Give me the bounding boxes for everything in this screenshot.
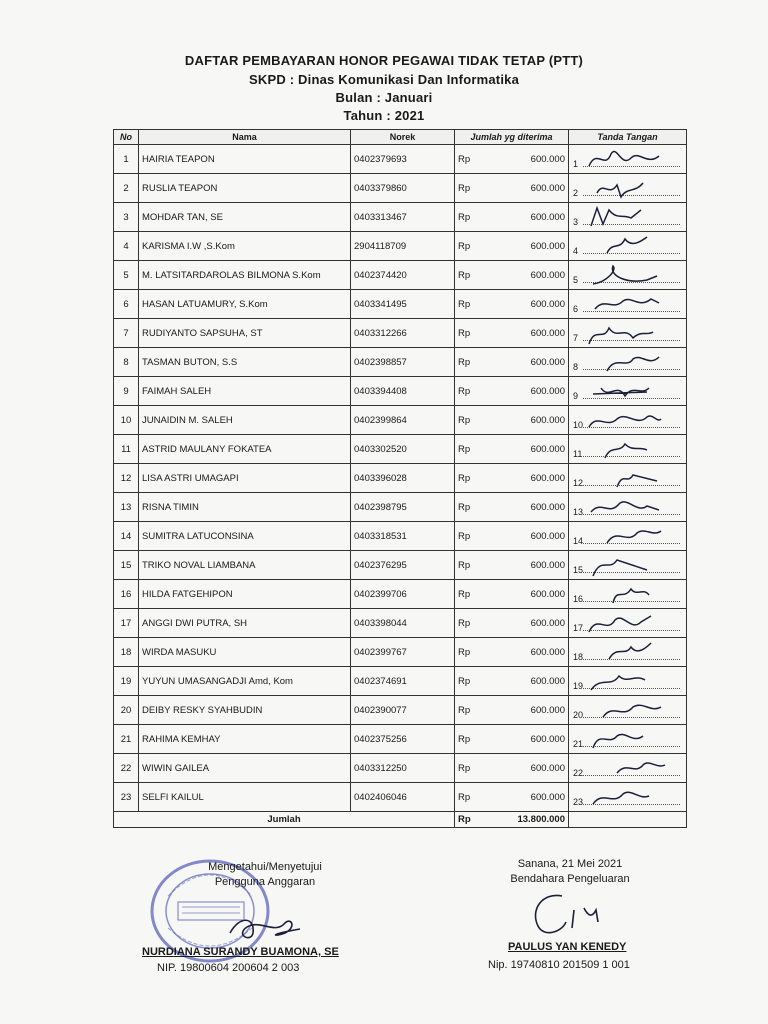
document-title: DAFTAR PEMBAYARAN HONOR PEGAWAI TIDAK TETAP (PTT) <box>184 53 584 68</box>
table-header-row <box>114 130 687 145</box>
row-currency: Rp <box>455 290 483 319</box>
row-name: HASAN LATUAMURY, S.Kom <box>139 290 351 319</box>
row-no: 13 <box>114 493 139 522</box>
row-no: 14 <box>114 522 139 551</box>
row-signature <box>569 638 687 667</box>
row-norek: 0403379860 <box>351 174 455 203</box>
row-amount: 600.000 <box>483 290 569 319</box>
treasurer-block <box>490 857 650 887</box>
row-no: 12 <box>114 464 139 493</box>
row-signature <box>569 464 687 493</box>
col-header-name: Nama <box>139 130 351 145</box>
signature-number: 16 <box>573 594 584 604</box>
signature-number: 17 <box>573 623 584 633</box>
row-signature <box>569 609 687 638</box>
row-name: SUMITRA LATUCONSINA <box>139 522 351 551</box>
row-currency: Rp <box>455 551 483 580</box>
row-amount: 600.000 <box>483 667 569 696</box>
row-norek: 0403341495 <box>351 290 455 319</box>
row-name: MOHDAR TAN, SE <box>139 203 351 232</box>
row-amount: 600.000 <box>483 638 569 667</box>
signature-number: 4 <box>573 246 579 256</box>
handwritten-signature <box>587 610 667 636</box>
row-name: HILDA FATGEHIPON <box>139 580 351 609</box>
row-amount: 600.000 <box>483 145 569 174</box>
row-amount: 600.000 <box>483 609 569 638</box>
total-currency: Rp <box>455 812 483 828</box>
row-signature <box>569 696 687 725</box>
row-amount: 600.000 <box>483 261 569 290</box>
handwritten-signature <box>587 581 667 607</box>
row-name: WIRDA MASUKU <box>139 638 351 667</box>
total-amount: 13.800.000 <box>483 812 569 828</box>
total-label: Jumlah <box>114 812 455 828</box>
table-row <box>114 493 687 522</box>
row-name: TRIKO NOVAL LIAMBANA <box>139 551 351 580</box>
row-amount: 600.000 <box>483 435 569 464</box>
table-row <box>114 464 687 493</box>
handwritten-signature <box>587 233 667 259</box>
row-amount: 600.000 <box>483 696 569 725</box>
handwritten-signature <box>587 784 667 810</box>
row-no: 19 <box>114 667 139 696</box>
row-name: ASTRID MAULANY FOKATEA <box>139 435 351 464</box>
handwritten-signature <box>587 262 667 288</box>
row-name: RUDIYANTO SAPSUHA, ST <box>139 319 351 348</box>
row-norek: 0403313467 <box>351 203 455 232</box>
row-name: TASMAN BUTON, S.S <box>139 348 351 377</box>
row-name: FAIMAH SALEH <box>139 377 351 406</box>
row-norek: 0402390077 <box>351 696 455 725</box>
row-name: YUYUN UMASANGADJI Amd, Kom <box>139 667 351 696</box>
row-no: 11 <box>114 435 139 464</box>
row-no: 21 <box>114 725 139 754</box>
approver-name: NURDIANA SURANDY BUAMONA, SE <box>142 946 339 958</box>
row-signature <box>569 667 687 696</box>
row-name: ANGGI DWI PUTRA, SH <box>139 609 351 638</box>
handwritten-signature <box>587 349 667 375</box>
row-name: HAIRIA TEAPON <box>139 145 351 174</box>
row-no: 22 <box>114 754 139 783</box>
handwritten-signature <box>587 668 667 694</box>
signature-number: 3 <box>573 217 579 227</box>
row-signature <box>569 406 687 435</box>
table-row <box>114 203 687 232</box>
signature-number: 6 <box>573 304 579 314</box>
handwritten-signature <box>587 146 667 172</box>
row-currency: Rp <box>455 261 483 290</box>
row-no: 23 <box>114 783 139 812</box>
row-amount: 600.000 <box>483 232 569 261</box>
handwritten-signature <box>587 204 667 230</box>
row-norek: 0402406046 <box>351 783 455 812</box>
row-no: 10 <box>114 406 139 435</box>
row-currency: Rp <box>455 783 483 812</box>
row-no: 3 <box>114 203 139 232</box>
row-amount: 600.000 <box>483 725 569 754</box>
row-signature <box>569 551 687 580</box>
table-row <box>114 754 687 783</box>
row-signature <box>569 232 687 261</box>
row-norek: 0403396028 <box>351 464 455 493</box>
row-no: 4 <box>114 232 139 261</box>
handwritten-signature <box>587 755 667 781</box>
handwritten-signature <box>587 523 667 549</box>
row-currency: Rp <box>455 522 483 551</box>
signature-number: 11 <box>573 449 583 459</box>
approval-line2: Pengguna Anggaran <box>214 876 316 888</box>
table-row <box>114 609 687 638</box>
row-norek: 0402375256 <box>351 725 455 754</box>
handwritten-signature <box>587 175 667 201</box>
handwritten-signature <box>587 320 667 346</box>
table-row <box>114 348 687 377</box>
row-name: RISNA TIMIN <box>139 493 351 522</box>
treasurer-name: PAULUS YAN KENEDY <box>508 941 627 953</box>
table-row <box>114 261 687 290</box>
row-norek: 0403318531 <box>351 522 455 551</box>
row-currency: Rp <box>455 203 483 232</box>
row-amount: 600.000 <box>483 493 569 522</box>
row-currency: Rp <box>455 638 483 667</box>
table-row <box>114 696 687 725</box>
row-signature <box>569 319 687 348</box>
col-header-signature: Tanda Tangan <box>569 130 687 145</box>
row-norek: 0402374691 <box>351 667 455 696</box>
table-body <box>114 145 687 812</box>
payment-table <box>113 129 687 828</box>
year-line: Tahun : 2021 <box>343 108 425 123</box>
row-norek: 0403398044 <box>351 609 455 638</box>
row-signature <box>569 348 687 377</box>
row-no: 7 <box>114 319 139 348</box>
row-signature <box>569 580 687 609</box>
handwritten-signature <box>587 697 667 723</box>
signature-number: 12 <box>573 478 584 488</box>
row-norek: 0402398795 <box>351 493 455 522</box>
signature-number: 23 <box>573 797 584 807</box>
row-currency: Rp <box>455 406 483 435</box>
table-row <box>114 551 687 580</box>
signature-number: 1 <box>573 159 579 169</box>
row-amount: 600.000 <box>483 319 569 348</box>
row-norek: 0402374420 <box>351 261 455 290</box>
table-row <box>114 725 687 754</box>
row-signature <box>569 377 687 406</box>
approver-signature <box>225 905 305 945</box>
row-no: 5 <box>114 261 139 290</box>
row-name: JUNAIDIN M. SALEH <box>139 406 351 435</box>
row-signature <box>569 435 687 464</box>
row-norek: 0403394408 <box>351 377 455 406</box>
signature-number: 18 <box>573 652 584 662</box>
col-header-norek: Norek <box>351 130 455 145</box>
table-row <box>114 638 687 667</box>
signature-number: 14 <box>573 536 584 546</box>
row-norek: 0402399706 <box>351 580 455 609</box>
row-no: 2 <box>114 174 139 203</box>
row-currency: Rp <box>455 232 483 261</box>
col-header-amount: Jumlah yg diterima <box>455 130 569 145</box>
handwritten-signature <box>587 552 667 578</box>
row-amount: 600.000 <box>483 174 569 203</box>
signature-number: 8 <box>573 362 579 372</box>
row-signature <box>569 174 687 203</box>
row-signature <box>569 493 687 522</box>
row-signature <box>569 203 687 232</box>
signature-number: 5 <box>573 275 579 285</box>
row-currency: Rp <box>455 464 483 493</box>
row-signature <box>569 725 687 754</box>
handwritten-signature <box>587 291 667 317</box>
row-currency: Rp <box>455 725 483 754</box>
row-amount: 600.000 <box>483 551 569 580</box>
row-signature <box>569 145 687 174</box>
treasurer-nip: Nip. 19740810 201509 1 001 <box>488 959 630 971</box>
row-currency: Rp <box>455 348 483 377</box>
row-name: WIWIN GAILEA <box>139 754 351 783</box>
row-name: KARISMA I.W ,S.Kom <box>139 232 351 261</box>
treasurer-date: Sanana, 21 Mei 2021 <box>517 858 623 870</box>
row-norek: 0402398857 <box>351 348 455 377</box>
row-amount: 600.000 <box>483 377 569 406</box>
row-name: LISA ASTRI UMAGAPI <box>139 464 351 493</box>
row-no: 1 <box>114 145 139 174</box>
table-row <box>114 290 687 319</box>
row-currency: Rp <box>455 145 483 174</box>
row-norek: 0403302520 <box>351 435 455 464</box>
row-norek: 0402399864 <box>351 406 455 435</box>
row-norek: 0402379693 <box>351 145 455 174</box>
row-name: RAHIMA KEMHAY <box>139 725 351 754</box>
row-currency: Rp <box>455 493 483 522</box>
approval-line1: Mengetahui/Menyetujui <box>208 861 322 873</box>
row-signature <box>569 290 687 319</box>
row-currency: Rp <box>455 696 483 725</box>
table-row <box>114 406 687 435</box>
row-amount: 600.000 <box>483 522 569 551</box>
row-norek: 0403312250 <box>351 754 455 783</box>
table-row <box>114 174 687 203</box>
handwritten-signature <box>587 378 667 404</box>
row-currency: Rp <box>455 754 483 783</box>
row-currency: Rp <box>455 319 483 348</box>
row-no: 17 <box>114 609 139 638</box>
signature-number: 9 <box>573 391 579 401</box>
signature-number: 22 <box>573 768 584 778</box>
table-row <box>114 145 687 174</box>
row-currency: Rp <box>455 580 483 609</box>
row-currency: Rp <box>455 435 483 464</box>
row-amount: 600.000 <box>483 406 569 435</box>
row-name: M. LATSITARDAROLAS BILMONA S.Kom <box>139 261 351 290</box>
row-norek: 0402376295 <box>351 551 455 580</box>
row-no: 8 <box>114 348 139 377</box>
row-name: RUSLIA TEAPON <box>139 174 351 203</box>
row-no: 15 <box>114 551 139 580</box>
row-amount: 600.000 <box>483 783 569 812</box>
handwritten-signature <box>587 407 667 433</box>
total-row <box>114 812 687 828</box>
row-amount: 600.000 <box>483 754 569 783</box>
approver-nip: NIP. 19800604 200604 2 003 <box>157 962 300 974</box>
table-row <box>114 435 687 464</box>
approval-block <box>190 860 340 890</box>
row-signature <box>569 783 687 812</box>
handwritten-signature <box>587 726 667 752</box>
row-currency: Rp <box>455 174 483 203</box>
handwritten-signature <box>587 465 667 491</box>
row-currency: Rp <box>455 667 483 696</box>
table-row <box>114 319 687 348</box>
handwritten-signature <box>587 639 667 665</box>
row-currency: Rp <box>455 377 483 406</box>
signature-number: 21 <box>573 739 584 749</box>
handwritten-signature <box>587 494 667 520</box>
table-row <box>114 667 687 696</box>
table-row <box>114 580 687 609</box>
signature-number: 13 <box>573 507 584 517</box>
table-row <box>114 232 687 261</box>
month-line: Bulan : Januari <box>335 90 433 105</box>
treasurer-signature <box>522 888 612 940</box>
treasurer-role: Bendahara Pengeluaran <box>510 873 630 885</box>
row-signature <box>569 261 687 290</box>
signature-number: 15 <box>573 565 584 575</box>
row-signature <box>569 522 687 551</box>
row-norek: 0403312266 <box>351 319 455 348</box>
row-norek: 0402399767 <box>351 638 455 667</box>
total-signature-cell <box>569 812 687 828</box>
signature-number: 10 <box>573 420 584 430</box>
col-header-no: No <box>114 130 139 145</box>
row-amount: 600.000 <box>483 203 569 232</box>
row-no: 18 <box>114 638 139 667</box>
handwritten-signature <box>587 436 667 462</box>
row-signature <box>569 754 687 783</box>
skpd-line: SKPD : Dinas Komunikasi Dan Informatika <box>248 72 520 87</box>
table-row <box>114 783 687 812</box>
row-no: 9 <box>114 377 139 406</box>
row-no: 16 <box>114 580 139 609</box>
signature-number: 19 <box>573 681 584 691</box>
table-row <box>114 522 687 551</box>
row-no: 20 <box>114 696 139 725</box>
signature-number: 20 <box>573 710 584 720</box>
row-name: DEIBY RESKY SYAHBUDIN <box>139 696 351 725</box>
table-row <box>114 377 687 406</box>
row-amount: 600.000 <box>483 580 569 609</box>
signature-number: 7 <box>573 333 579 343</box>
row-amount: 600.000 <box>483 348 569 377</box>
row-no: 6 <box>114 290 139 319</box>
row-currency: Rp <box>455 609 483 638</box>
row-norek: 2904118709 <box>351 232 455 261</box>
signature-number: 2 <box>573 188 579 198</box>
row-name: SELFI KAILUL <box>139 783 351 812</box>
row-amount: 600.000 <box>483 464 569 493</box>
